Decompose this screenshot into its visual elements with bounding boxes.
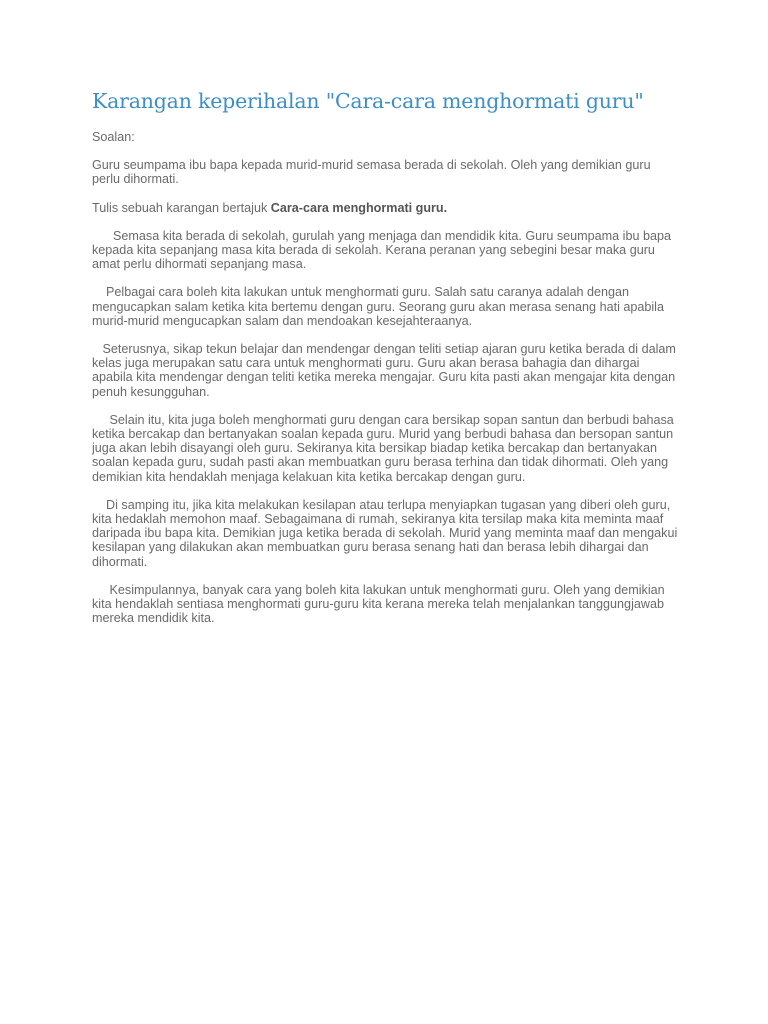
question-text: Guru seumpama ibu bapa kepada murid-murid semasa berada di sekolah. Oleh yang demikian guru perlu dihormati. xyxy=(92,158,651,187)
essay-paragraph-conclusion: Kesimpulannya, banyak cara yang boleh kita lakukan untuk menghormati guru. Oleh yang demikian kita hendaklah sentiasa menghormati guru-guru kita kerana mereka telah menjalankan tanggungjawab mereka mendidik kita. xyxy=(92,582,665,626)
essay-topic: Cara-cara menghormati guru. xyxy=(270,200,448,215)
document-title: Karangan keperihalan "Cara-cara menghormati guru" xyxy=(92,89,644,113)
soalan-label: Soalan: xyxy=(92,130,135,144)
essay-paragraph-apology: Di samping itu, jika kita melakukan kesilapan atau terlupa menyiapkan tugasan yang diberi oleh guru, kita hedaklah memohon maaf. Sebagaimana di rumah, sekiranya kita tersilap maka kita meminta maaf daripada ibu bapa kita. Demikian juga ketika berada di sekolah. Murid yang meminta maaf dan mengakui kesilapan yang dilakukan akan membuatkan guru berasa senang hati dan berasa lebih dihargai dan dihormati. xyxy=(92,497,678,569)
essay-paragraph-intro: Semasa kita berada di sekolah, gurulah yang menjaga dan mendidik kita. Guru seumpama ibu bapa kepada kita sepanjang masa kita berada di sekolah. Kerana peranan yang sebegini besar maka guru amat perlu dihormati sepanjang masa. xyxy=(92,228,671,272)
document-page xyxy=(92,86,678,639)
instruction-prefix: Tulis sebuah karangan bertajuk xyxy=(92,200,271,215)
essay-paragraph-listening: Seterusnya, sikap tekun belajar dan mendengar dengan teliti setiap ajaran guru ketika berada di dalam kelas juga merupakan satu cara untuk menghormati guru. Guru akan berasa bahagia dan dihargai apabila kita mendengar dengan teliti ketika mereka mengajar. Guru kita pasti akan mengajar kita dengan penuh kesungguhan. xyxy=(92,342,676,399)
essay-paragraph-greeting: Pelbagai cara boleh kita lakukan untuk menghormati guru. Salah satu caranya adalah dengan mengucapkan salam ketika kita bertemu dengan guru. Seorang guru akan merasa senang hati apabila murid-murid mengucapkan salam dan mendoakan kesejahteraanya. xyxy=(92,285,664,328)
instruction-text xyxy=(92,201,678,215)
essay-paragraph-manners: Selain itu, kita juga boleh menghormati guru dengan cara bersikap sopan santun dan berbudi bahasa ketika bercakap dan bertanyakan soalan kepada guru. Murid yang berbudi bahasa dan bersopan santun juga akan lebih disayangi oleh guru. Sekiranya kita bersikap biadap ketika bercakap dan bertanyakan soalan kepada guru, sudah pasti akan membuatkan guru berasa terhina dan tidak dihormati. Oleh yang demikian kita hendaklah menjaga kelakuan kita ketika bercakap dengan guru. xyxy=(92,412,674,484)
